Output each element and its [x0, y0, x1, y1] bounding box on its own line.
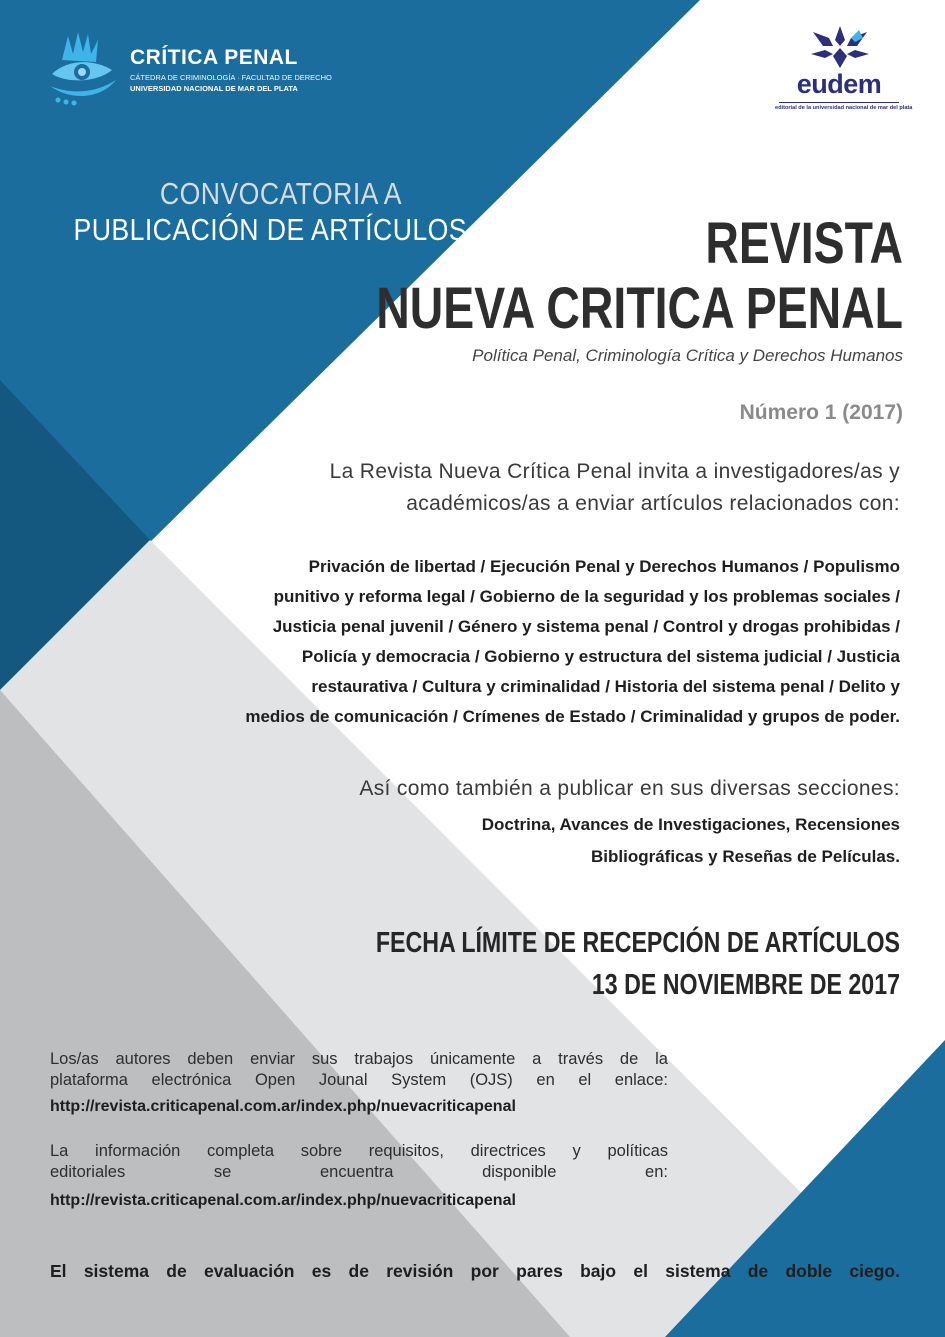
journal-title-line1: REVISTA: [705, 211, 903, 276]
eudem-tagline: editorial de la universidad nacional de mar del plata: [775, 105, 913, 111]
eudem-logo: [775, 22, 913, 117]
submission-link[interactable]: http://revista.criticapenal.com.ar/index.php/nuevacriticapenal: [50, 1098, 516, 1115]
topic-line: Justicia penal juvenil / Género y sistema penal / Control y drogas prohibidas /: [272, 617, 900, 636]
info-text-line1: La información completa sobre requisitos, directrices y políticas: [50, 1142, 668, 1160]
topic-line: Policía y democracia / Gobierno y estructura del sistema judicial / Justicia: [301, 647, 900, 666]
journal-title-line2: NUEVA CRITICA PENAL: [376, 276, 904, 341]
critica-penal-name: CRÍTICA PENAL: [130, 46, 298, 69]
guidelines-link[interactable]: http://revista.criticapenal.com.ar/index.php/nuevacriticapenal: [50, 1192, 516, 1209]
topic-line: punitivo y reforma legal / Gobierno de la seguridad y los problemas sociales /: [273, 587, 900, 606]
intro-line2: académicos/as a enviar artículos relacionados con:: [406, 492, 900, 515]
deadline-date: 13 DE NOVIEMBRE DE 2017: [591, 969, 900, 1001]
topic-line: medios de comunicación / Crímenes de Estado / Criminalidad y grupos de poder.: [245, 707, 900, 726]
topic-line: Privación de libertad / Ejecución Penal y Derechos Humanos / Populismo: [308, 557, 900, 576]
eudem-name: eudem: [796, 69, 882, 99]
critica-penal-emblem-icon: [46, 30, 126, 110]
call-line2: PUBLICACIÓN DE ARTÍCULOS: [73, 212, 468, 247]
call-line1: CONVOCATORIA A: [159, 176, 402, 211]
review-statement: El sistema de evaluación es de revisión por pares bajo el sistema de doble ciego.: [50, 1261, 900, 1281]
journal-subtitle: Política Penal, Criminología Crítica y Derechos Humanos: [472, 346, 903, 365]
eudem-divider: [779, 102, 899, 103]
sections-line1: Doctrina, Avances de Investigaciones, Recensiones: [481, 815, 900, 834]
critica-penal-line1: CÁTEDRA DE CRIMINOLOGÍA · FACULTAD DE DERECHO: [130, 73, 332, 82]
submit-text-line1: Los/as autores deben enviar sus trabajos únicamente a través de la: [50, 1050, 668, 1068]
critica-penal-logo: [46, 30, 336, 110]
critica-penal-line2: UNIVERSIDAD NACIONAL DE MAR DEL PLATA: [130, 84, 298, 93]
info-text-line2: editoriales se encuentra disponible en:: [50, 1163, 668, 1181]
intro-line1: La Revista Nueva Crítica Penal invita a investigadores/as y: [329, 460, 900, 483]
journal-issue: Número 1 (2017): [739, 401, 903, 424]
deadline-label: FECHA LÍMITE DE RECEPCIÓN DE ARTÍCULOS: [375, 927, 900, 959]
topic-line: restaurativa / Cultura y criminalidad / Historia del sistema penal / Delito y: [311, 677, 900, 696]
submit-text-line2: plataforma electrónica Open Jounal System (OJS) en el enlace:: [50, 1071, 668, 1089]
eudem-star-icon: [805, 24, 875, 72]
sections-line2: Bibliográficas y Reseñas de Películas.: [591, 847, 900, 866]
sections-intro: Así como también a publicar en sus diversas secciones:: [359, 777, 900, 800]
